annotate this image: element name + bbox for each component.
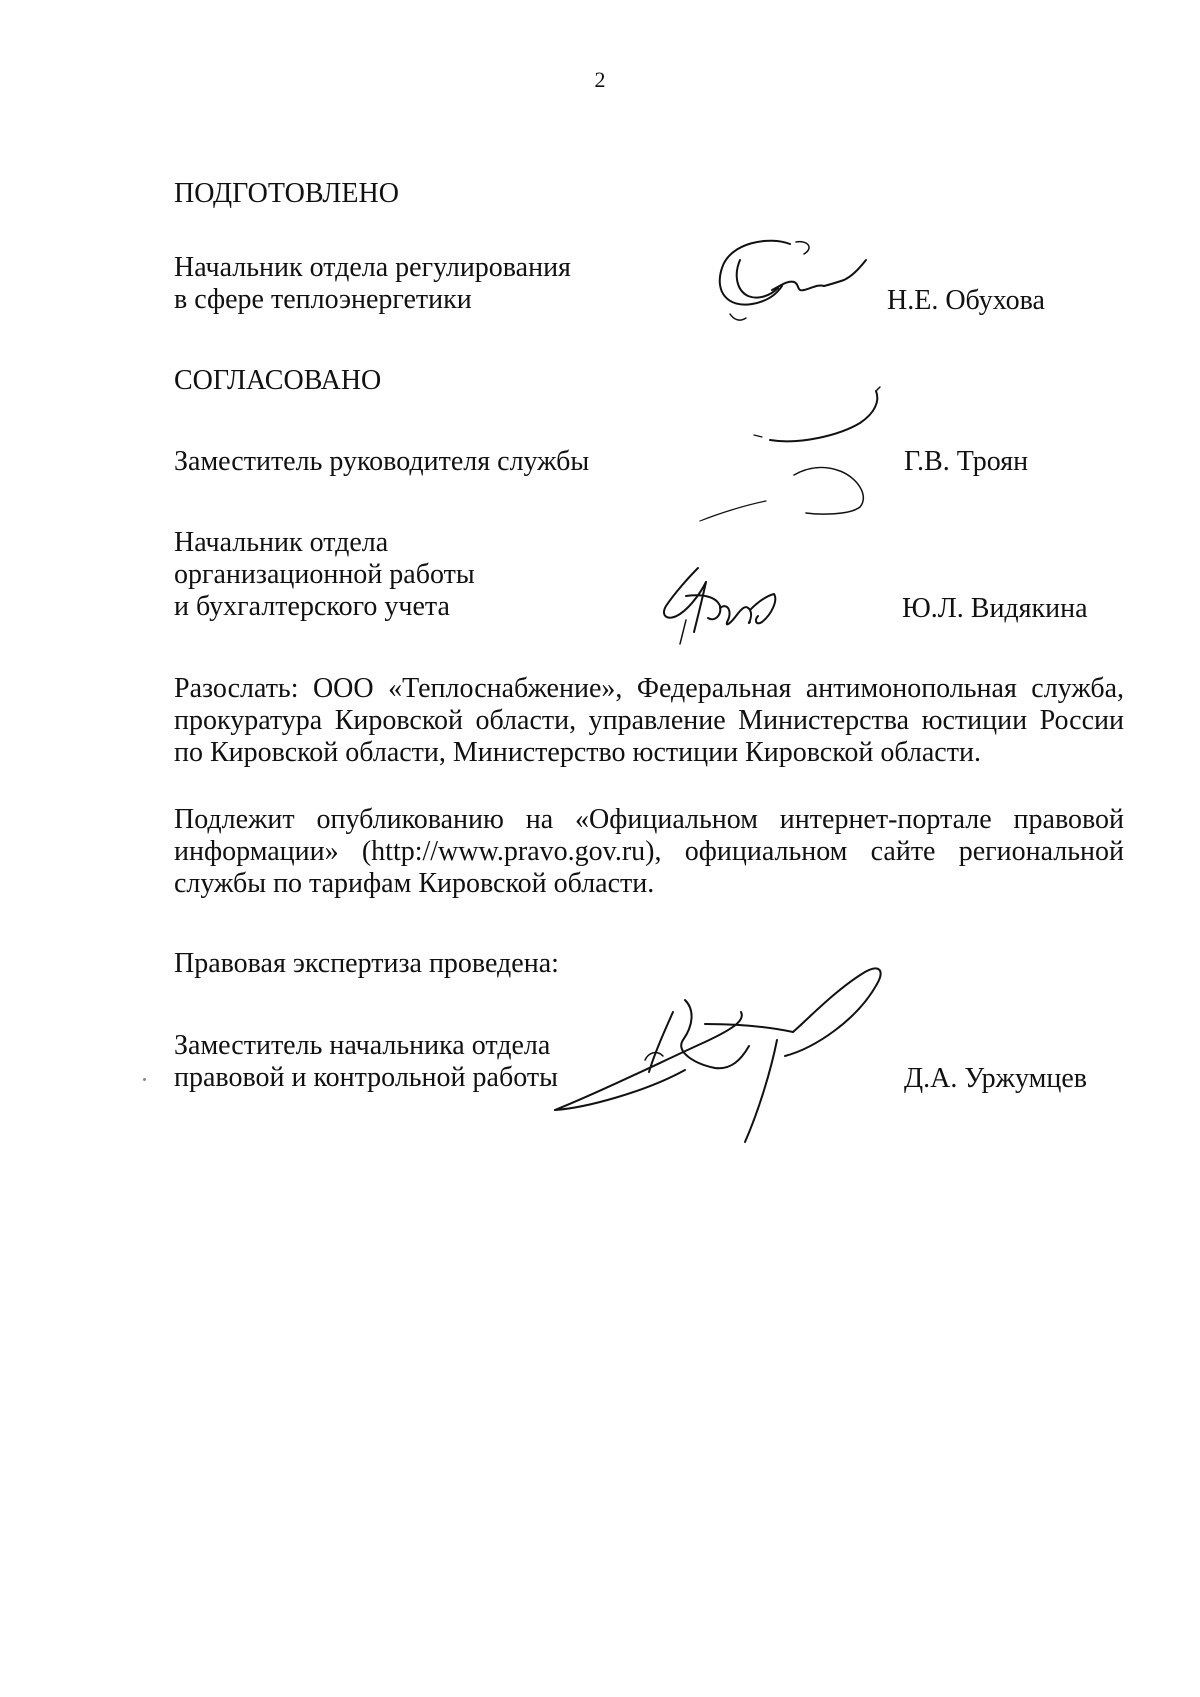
signature-troyan xyxy=(690,385,920,535)
agreed-signatory-2-name: Ю.Л. Видякина xyxy=(902,593,1088,624)
agreed-signatory-2-position-line2: организационной работы xyxy=(174,559,475,590)
signature-urzhumtsev xyxy=(545,960,915,1150)
scan-speck xyxy=(143,1078,146,1081)
signature-vidyakina xyxy=(658,560,788,650)
distribution-text: Разослать: ООО «Теплоснабжение», Федеральная антимонопольная служба, прокуратура Кировской области, управление Министерства юстиции России по Кировской области, Министерство юстиции Кировской области. xyxy=(174,673,1124,768)
prepared-position-line2: в сфере теплоэнергетики xyxy=(174,284,472,315)
legal-review-heading: Правовая экспертиза проведена: xyxy=(174,948,559,979)
page-number: 2 xyxy=(594,67,606,92)
agreed-heading: СОГЛАСОВАНО xyxy=(174,365,382,396)
agreed-signatory-2-position-line3: и бухгалтерского учета xyxy=(174,591,450,622)
prepared-position-line1: Начальник отдела регулирования xyxy=(174,252,571,283)
agreed-signatory-1-position: Заместитель руководителя службы xyxy=(174,446,590,477)
signature-obukhova xyxy=(700,230,880,330)
legal-review-position-line1: Заместитель начальника отдела xyxy=(174,1030,551,1061)
prepared-heading: ПОДГОТОВЛЕНО xyxy=(174,178,399,209)
legal-review-signatory-name: Д.А. Уржумцев xyxy=(904,1063,1088,1094)
publication-text: Подлежит опубликованию на «Официальном интернет-портале правовой информации» (http://www.pravo.gov.ru), официальном сайте региональной службы по тарифам Кировской области. xyxy=(174,804,1124,899)
legal-review-position-line2: правовой и контрольной работы xyxy=(174,1062,558,1093)
agreed-signatory-2-position-line1: Начальник отдела xyxy=(174,527,389,558)
publication-paragraph xyxy=(174,804,1124,900)
agreed-signatory-1-name: Г.В. Троян xyxy=(904,446,1029,477)
distribution-paragraph xyxy=(174,673,1124,769)
prepared-signatory-name: Н.Е. Обухова xyxy=(887,285,1045,316)
